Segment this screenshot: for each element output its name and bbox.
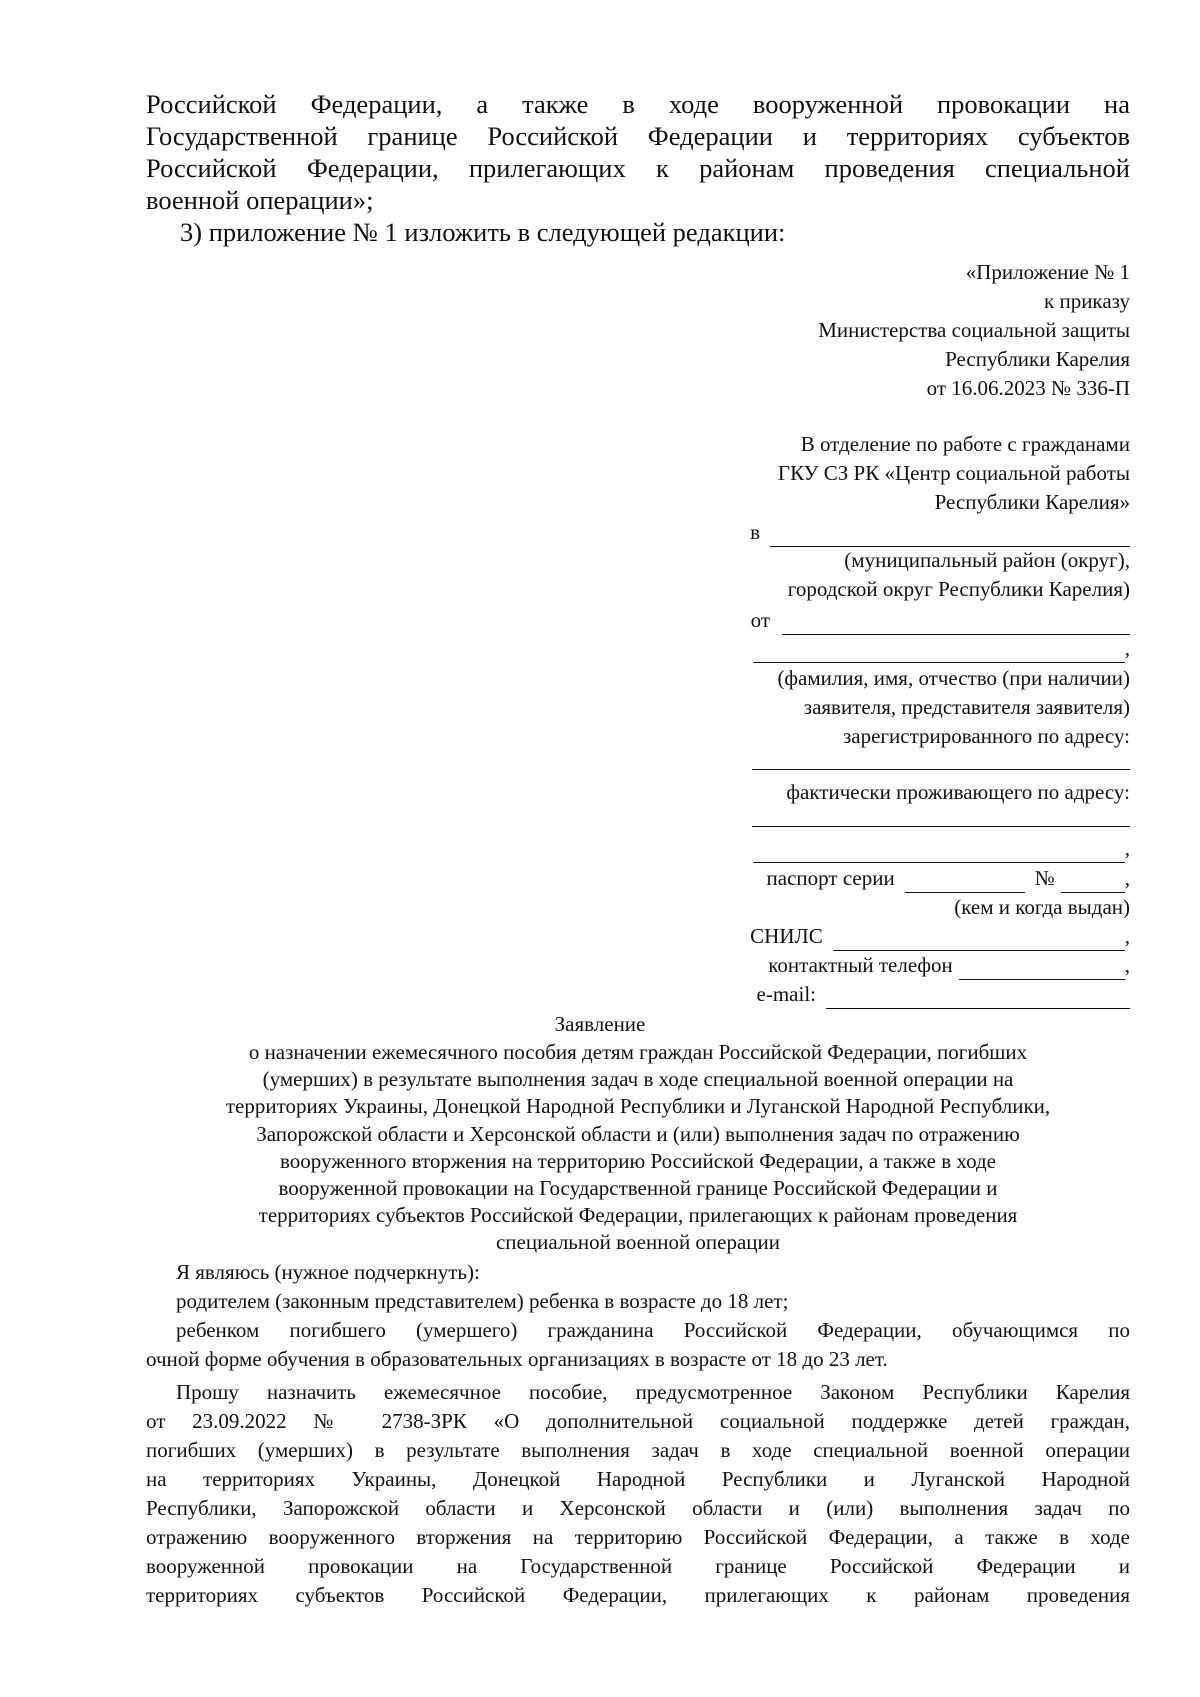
- comma: ,: [1124, 636, 1130, 660]
- comma: ,: [1124, 924, 1130, 948]
- request-line: отражению вооруженного вторжения на территорию Российской Федерации, а также в ходе: [146, 1525, 1130, 1549]
- applicant-name-field[interactable]: [782, 612, 1130, 635]
- application-subject: [146, 1039, 1130, 1257]
- actual-label: фактически проживающего по адресу:: [786, 780, 1130, 804]
- appendix-header: [818, 258, 1130, 403]
- email-field[interactable]: [826, 986, 1130, 1009]
- hint-line: (муниципальный район (округ),: [844, 548, 1130, 572]
- i-am-line: Я являюсь (нужное подчеркнуть):: [176, 1260, 480, 1284]
- passport-number-field[interactable]: [1061, 870, 1125, 893]
- comma: ,: [1124, 866, 1130, 890]
- registered-address-field[interactable]: [752, 769, 1130, 770]
- actual-address-field-2[interactable]: [753, 840, 1125, 863]
- request-line: на территориях Украины, Донецкой Народной Республики и Луганской Народной: [146, 1467, 1130, 1491]
- subject-line: вооруженного вторжения на территорию Российской Федерации, а также в ходе: [280, 1148, 996, 1173]
- addressee-line: В отделение по работе с гражданами: [800, 432, 1130, 456]
- appendix-line: Республики Карелия: [945, 347, 1130, 371]
- fio-hint: [777, 664, 1130, 751]
- subject-line: вооруженной провокации на Государственной границе Российской Федерации и: [278, 1176, 998, 1201]
- phone-row: [768, 951, 1130, 980]
- issued-hint: [954, 893, 1130, 922]
- addressee-line: Республики Карелия»: [934, 490, 1130, 514]
- subject-line: территориях субъектов Российской Федерации, прилегающих к районам проведения: [258, 1203, 1018, 1228]
- phone-field[interactable]: [959, 957, 1125, 980]
- municipality-field[interactable]: [770, 524, 1130, 547]
- passport-series-field[interactable]: [905, 870, 1025, 893]
- subject-line: (умерших) в результате выполнения задач в ходе специальной военной операции на: [262, 1067, 1014, 1092]
- appendix-line: «Приложение № 1: [965, 260, 1130, 284]
- email-row: [757, 980, 1130, 1009]
- application-body: [146, 1258, 1130, 1610]
- intro-paragraph: [146, 88, 1130, 248]
- option-parent[interactable]: родителем (законным представителем) ребенка в возрасте до 18 лет;: [176, 1289, 789, 1313]
- applicant-name-field-2[interactable]: [753, 640, 1125, 663]
- registered-label: зарегистрированного по адресу:: [843, 724, 1130, 748]
- item-3: 3) приложение № 1 изложить в следующей редакции:: [180, 217, 786, 247]
- option-child[interactable]: ребенком погибшего (умершего) гражданина Российской Федерации, обучающимся по: [176, 1318, 1130, 1342]
- comma: ,: [1124, 836, 1130, 860]
- in-label: в: [750, 520, 760, 544]
- hint-line: заявителя, представителя заявителя): [803, 695, 1130, 719]
- intro-line: Российской Федерации, а также в ходе вооруженной провокации на: [146, 89, 1130, 119]
- comma: ,: [1124, 953, 1130, 977]
- request-line: Республики, Запорожской области и Херсонской области и (или) выполнения задач по: [146, 1496, 1130, 1520]
- hint-line: (фамилия, имя, отчество (при наличии): [777, 666, 1130, 690]
- subject-line: Запорожской области и Херсонской области и (или) выполнения задач по отражению: [256, 1121, 1020, 1146]
- actual-address-label-block: [786, 778, 1130, 807]
- passport-number-label: №: [1034, 866, 1055, 890]
- request-line: Прошу назначить ежемесячное пособие, предусмотренное Законом Республики Карелия: [176, 1380, 1130, 1404]
- appendix-line: от 16.06.2023 № 336-П: [926, 376, 1130, 400]
- request-line: вооруженной провокации на Государственной границе Российской Федерации и: [146, 1554, 1130, 1578]
- municipality-field-row: [750, 518, 1130, 547]
- actual-address-field-row-2: [753, 834, 1130, 863]
- hint-line: городской округ Республики Карелия): [787, 577, 1130, 601]
- subject-line: о назначении ежемесячного пособия детям граждан Российской Федерации, погибших: [248, 1040, 1028, 1064]
- passport-series-label: паспорт серии: [766, 866, 895, 890]
- request-line: погибших (умерших) в результате выполнения задач в ходе специальной военной операции: [146, 1438, 1130, 1462]
- request-line: территориях субъектов Российской Федерации, прилегающих к районам проведения: [146, 1583, 1130, 1607]
- applicant-name-field-row-2: [753, 634, 1130, 663]
- snils-label: СНИЛС: [750, 924, 823, 948]
- intro-line: Государственной границе Российской Федерации и территориях субъектов: [146, 121, 1130, 151]
- appendix-line: к приказу: [1044, 289, 1130, 313]
- phone-label: контактный телефон: [768, 953, 953, 977]
- request-line: от 23.09.2022 № 2738-ЗРК «О дополнительной социальной поддержке детей граждан,: [146, 1409, 1130, 1433]
- snils-row: [750, 922, 1130, 951]
- intro-line: военной операции»;: [146, 185, 374, 215]
- passport-row: [767, 864, 1130, 893]
- addressee-block: [778, 430, 1130, 517]
- option-child-cont: очной форме обучения в образовательных организациях в возрасте от 18 до 23 лет.: [146, 1347, 888, 1371]
- email-label: e-mail:: [756, 982, 816, 1006]
- addressee-line: ГКУ СЗ РК «Центр социальной работы: [777, 461, 1130, 485]
- subject-line: специальной военной операции: [495, 1230, 781, 1255]
- intro-line: Российской Федерации, прилегающих к районам проведения специальной: [146, 153, 1130, 183]
- applicant-field-row: [751, 606, 1130, 635]
- subject-line: территориях Украины, Донецкой Народной Республики и Луганской Народной Республики,: [225, 1094, 1051, 1119]
- from-label: от: [750, 608, 770, 632]
- snils-field[interactable]: [833, 928, 1125, 951]
- municipality-hint: [788, 546, 1130, 604]
- document-title: Заявление: [554, 1012, 646, 1036]
- actual-address-field[interactable]: [752, 826, 1130, 827]
- hint-line: (кем и когда выдан): [954, 895, 1130, 919]
- appendix-line: Министерства социальной защиты: [818, 318, 1130, 342]
